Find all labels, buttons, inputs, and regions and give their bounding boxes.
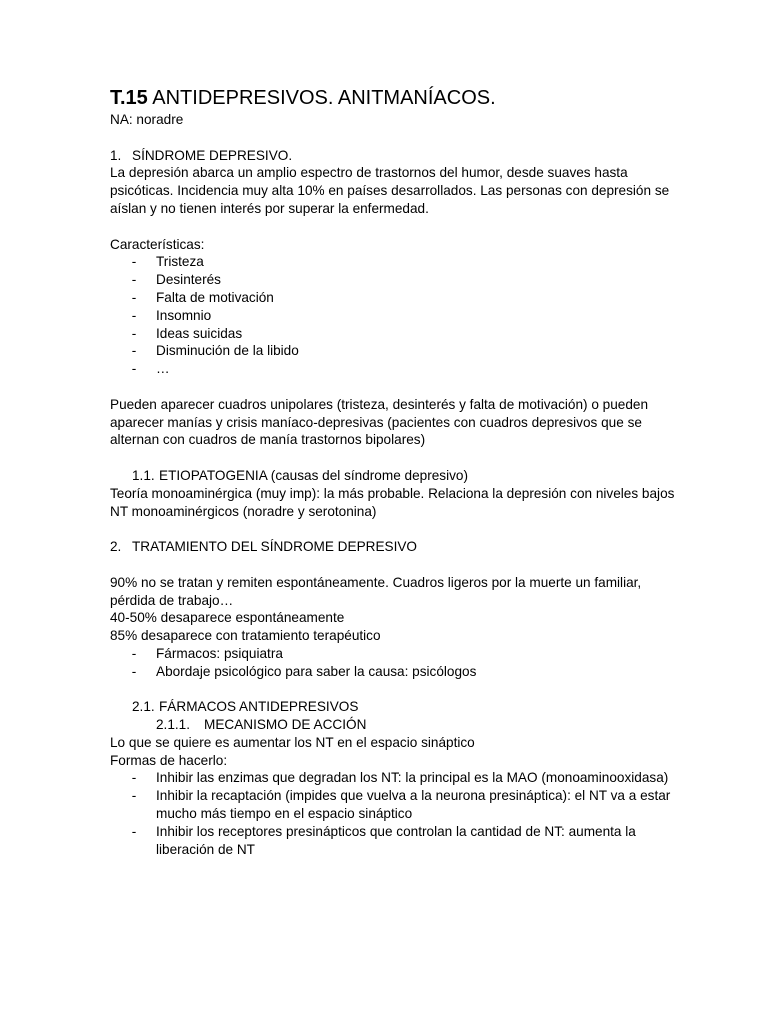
list-item: - Insomnio bbox=[131, 307, 212, 323]
characteristics-list bbox=[110, 253, 678, 378]
list-item: - Ideas suicidas bbox=[131, 325, 243, 341]
treatments-list bbox=[110, 645, 678, 681]
list-item: - Tristeza bbox=[131, 254, 204, 270]
list-item: - Disminución de la libido bbox=[131, 343, 299, 359]
title-number: T.15 bbox=[110, 87, 148, 109]
list-item: - Inhibir la recaptación (impides que vuelva a la neurona presináptica): el NT va a estar mucho más tiempo en el espacio sináptico bbox=[131, 788, 671, 822]
list-item: - Inhibir las enzimas que degradan los NT: la principal es la MAO (monoaminooxidasa) bbox=[131, 770, 669, 786]
list-item: - Fármacos: psiquiatra bbox=[131, 645, 283, 661]
list-item: - Inhibir los receptores presinápticos que controlan la cantidad de NT: aumenta la liberación de NT bbox=[131, 823, 636, 857]
list-item: - … bbox=[131, 361, 170, 377]
section2-line1: 40-50% desaparece espontáneamente bbox=[110, 610, 345, 626]
section2-1-line1: Lo que se quiere es aumentar los NT en el espacio sináptico bbox=[110, 734, 475, 750]
section1-paragraph2: Pueden aparecer cuadros unipolares (tristeza, desinterés y falta de motivación) o pueden aparecer manías y crisis maníaco-depresivas (pacientes con cuadros depresivos que se alternan con cuadros de manía trastornos bipolares) bbox=[110, 396, 649, 448]
note-line: NA: noradre bbox=[110, 112, 184, 127]
section1-1-heading: 1.1. ETIOPATOGENIA (causas del síndrome depresivo) bbox=[132, 467, 468, 483]
section1-heading: 1. SÍNDROME DEPRESIVO. bbox=[110, 147, 293, 163]
document-title bbox=[110, 86, 678, 110]
list-item: - Falta de motivación bbox=[131, 289, 274, 305]
section2-1-1-heading: 2.1.1. MECANISMO DE ACCIÓN bbox=[156, 717, 367, 733]
section2-paragraph: 90% no se tratan y remiten espontáneamente. Cuadros ligeros por la muerte un familiar, pérdida de trabajo… bbox=[110, 574, 642, 608]
characteristics-label: Características: bbox=[110, 236, 205, 252]
section2-line2: 85% desaparece con tratamiento terapéutico bbox=[110, 628, 381, 644]
title-text: ANTIDEPRESIVOS. ANITMANÍACOS. bbox=[152, 87, 496, 109]
methods-list bbox=[110, 769, 678, 858]
section2-1-line2: Formas de hacerlo: bbox=[110, 752, 228, 768]
list-item: - Abordaje psicológico para saber la causa: psicólogos bbox=[131, 663, 477, 679]
section2-heading: 2. TRATAMIENTO DEL SÍNDROME DEPRESIVO bbox=[110, 539, 418, 555]
section1-paragraph: La depresión abarca un amplio espectro de trastornos del humor, desde suaves hasta psicóticas. Incidencia muy alta 10% en países desarrollados. Las personas con depresión se aíslan y no tienen interés por superar la enfermedad. bbox=[110, 165, 670, 216]
section2-1-heading: 2.1. FÁRMACOS ANTIDEPRESIVOS bbox=[132, 699, 359, 715]
list-item: - Desinterés bbox=[131, 272, 221, 288]
section1-1-paragraph: Teoría monoaminérgica (muy imp): la más probable. Relaciona la depresión con niveles bajos NT monoaminérgicos (noradre y serotonina) bbox=[110, 485, 675, 519]
